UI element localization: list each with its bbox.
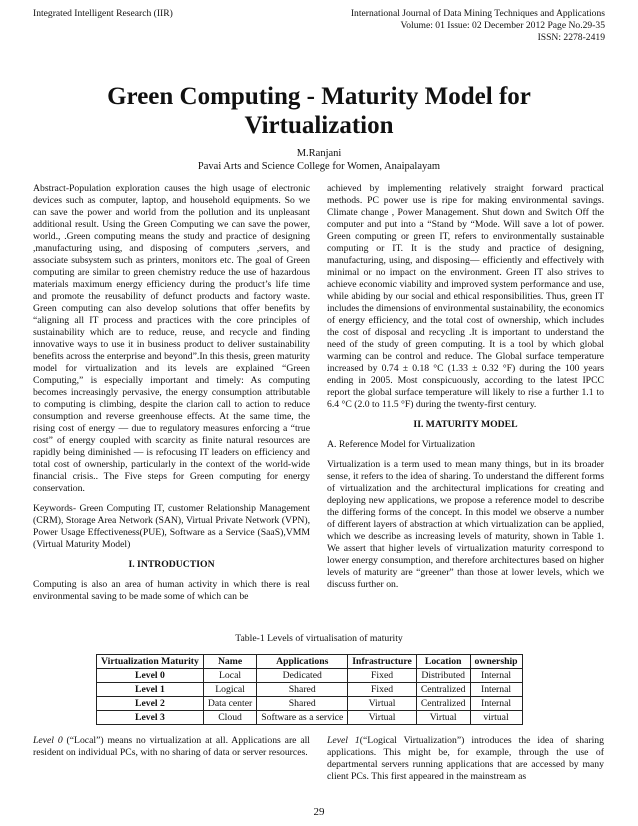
keywords-paragraph: Keywords- Green Computing IT, customer Relationship Management (CRM), Storage Area Network (SAN), Virtual Private Network (VPN), Power Usage Effectiveness(PUE), Software as a Service (SaaS),VMM (Virtual Maturity Model) (33, 503, 310, 550)
table-cell: Virtual (416, 711, 470, 725)
table-cell: Virtual (348, 711, 417, 725)
table-cell: Distributed (416, 669, 470, 683)
table-cell: Fixed (348, 669, 417, 683)
table-cell: Internal (470, 697, 522, 711)
level1-text: (“Logical Virtualization”) introduces the idea of sharing applications. This might be, for example, through the use of departmental servers running applications that are accessed by many client PCs. This first appeared in the mainstream as (327, 735, 604, 782)
table-caption: Table-1 Levels of virtualisation of maturity (235, 633, 403, 644)
maturity-levels-table (96, 654, 523, 725)
table-header-cell: Infrastructure (348, 655, 417, 669)
header-journal-name: International Journal of Data Mining Techniques and Applications (350, 8, 605, 19)
level0-text: (“Local”) means no virtualization at all. Applications are all resident on individual PCs, with no sharing of data or server resources. (33, 735, 311, 758)
header-journal-info (275, 8, 605, 44)
author-block (0, 147, 638, 173)
level0-paragraph (33, 735, 310, 759)
paper-title-line2: Virtualization (244, 112, 394, 139)
table-cell: Dedicated (257, 669, 348, 683)
table-cell: Level 3 (97, 711, 204, 725)
table-cell: Virtual (348, 697, 417, 711)
virtualization-paragraph: Virtualization is a term used to mean many things, but in its broader sense, it refers to the idea of sharing. To understand the different forms of virtualization and the architectural implications for creating and deploying new applications, we propose a reference model to describe the differing forms of the concept. In this model we observe a number of different layers of abstraction at which virtualization can be applied, which we describe as increasing levels of maturity, shown in Table 1. We assert that higher levels of virtualization maturity correspond to lower energy consumption, and therefore architectures based on higher levels of maturity are “greener” than those at lower levels, which we discuss further on. (327, 459, 604, 590)
table-row (97, 669, 523, 683)
table-cell: Level 1 (97, 683, 204, 697)
level1-paragraph (327, 735, 604, 783)
table-header-cell: Applications (257, 655, 348, 669)
table-header-cell: ownership (470, 655, 522, 669)
table-cell: Centralized (416, 697, 470, 711)
level1-term: Level 1 (327, 735, 360, 746)
table-cell: Internal (470, 669, 522, 683)
header-volume: Volume: 01 Issue: 02 December 2012 Page No.29-35 (400, 20, 605, 31)
table-row (97, 711, 523, 725)
table-cell: Fixed (348, 683, 417, 697)
left-column (33, 183, 310, 611)
section-heading-introduction: I. INTRODUCTION (128, 559, 215, 570)
section-heading-maturity-model: II. MATURITY MODEL (413, 419, 518, 430)
intro-paragraph: Computing is also an area of human activity in which there is real environmental saving to be made some of which can be (33, 579, 310, 602)
table-cell: Centralized (416, 683, 470, 697)
abstract-text: Population exploration causes the high usage of electronic devices such as computer, laptop, and household equipments. So we can save the power and world from the pollution and its unpleasant additional result. Using the Green Computing we can save the power, world., .Green computing means the study and practice of designing ,manufacturing using, and disposing of computers ,servers, and associate subsystem such as printers, monitors etc. The goal of Green computing are similar to green chemistry reduce the use of hazardous materials maximum energy efficiency during the product’s life time and promote the reusability of defunct products and factory waste. Green computing can also develop solutions that offer benefits by “aligning all IT process and practices with the core principles of sustainability which are to reduce, reuse, and recycle and finding innovative ways to use it in business product to deliver sustainability benefits across the enterprise and beyond”.In this thesis, green maturity model for virtualization and its levels are explained “Green Computing,” is especially important and timely: As computing becomes increasingly pervasive, the energy consumption attributable to computing is climbing, despite the clarion call to action to reduce consumption and reverse greenhouse effects. At the same time, the rising cost of energy — due to regulatory measures enforcing a “true cost” of energy coupled with scarcity as finite natural resources are rapidly being diminished — is refocusing IT leaders on efficiency and total cost of ownership, particularly in the context of the world-wide financial crisis.. The Five steps for Green computing for energy conservation. (33, 183, 310, 494)
table-cell: Internal (470, 683, 522, 697)
page-number: 29 (313, 806, 325, 818)
table-row (97, 683, 523, 697)
author-name: M.Ranjani (296, 148, 342, 159)
table-cell: Shared (257, 683, 348, 697)
table-cell: Data center (203, 697, 256, 711)
table-header-cell: Virtualization Maturity (97, 655, 204, 669)
paper-title (0, 82, 638, 140)
table-header-cell: Name (203, 655, 256, 669)
table-cell: Local (203, 669, 256, 683)
table-cell: Level 0 (97, 669, 204, 683)
bottom-left-column (33, 735, 310, 759)
table-header-cell: Location (416, 655, 470, 669)
table-cell: virtual (470, 711, 522, 725)
author-affiliation: Pavai Arts and Science College for Women, Anaipalayam (197, 161, 441, 172)
subsection-heading-reference-model: A. Reference Model for Virtualization (327, 439, 475, 450)
paper-title-line1: Green Computing - Maturity Model for (107, 83, 531, 110)
table-cell: Shared (257, 697, 348, 711)
bottom-right-column (327, 735, 604, 783)
abstract-paragraph (33, 183, 310, 495)
table-cell: Software as a service (257, 711, 348, 725)
table-row (97, 697, 523, 711)
table-cell: Logical (203, 683, 256, 697)
table-cell: Level 2 (97, 697, 204, 711)
level0-term: Level 0 (33, 735, 63, 746)
table-header-row (97, 655, 523, 669)
green-it-paragraph: achieved by implementing relatively straight forward practical methods. PC power use is ripe for making environmental savings. Climate change , Power Management. Shut down and Switch Off the computer and put into a “Stand by “Mode. Will save a lot of power. Green computing or green IT, refers to environmentally sustainable computing or IT. It is the study and practice of designing, manufacturing, using, and disposing— efficiently and effectively with minimal or no impact on the environment. Green IT also strives to achieve economic viability and improved system performance and use, while abiding by our social and ethical responsibilities. Thus, green IT includes the dimensions of environmental sustainability, the economics of energy efficiency, and the total cost of ownership, which includes the cost of disposal and recycling .It is important to understand the need of the study of green computing. It is a tool by which global warming can be control and reduce. The Global surface temperature increased by 0.74 ± 0.18 °C (1.33 ± 0.32 °F) during the 100 years ending in 2005. Most conspicuously, according to the latest IPCC report the global surface temperature will likely to rise a further 1.1 to 6.4 °C (2.0 to 11.5 °F) during the twenty-first century. (327, 183, 604, 410)
right-column (327, 183, 604, 599)
abstract-label: Abstract- (33, 183, 70, 194)
header-publisher: Integrated Intelligent Research (IIR) (33, 8, 173, 19)
header-issn: ISSN: 2278-2419 (537, 32, 605, 43)
table-cell: Cloud (203, 711, 256, 725)
